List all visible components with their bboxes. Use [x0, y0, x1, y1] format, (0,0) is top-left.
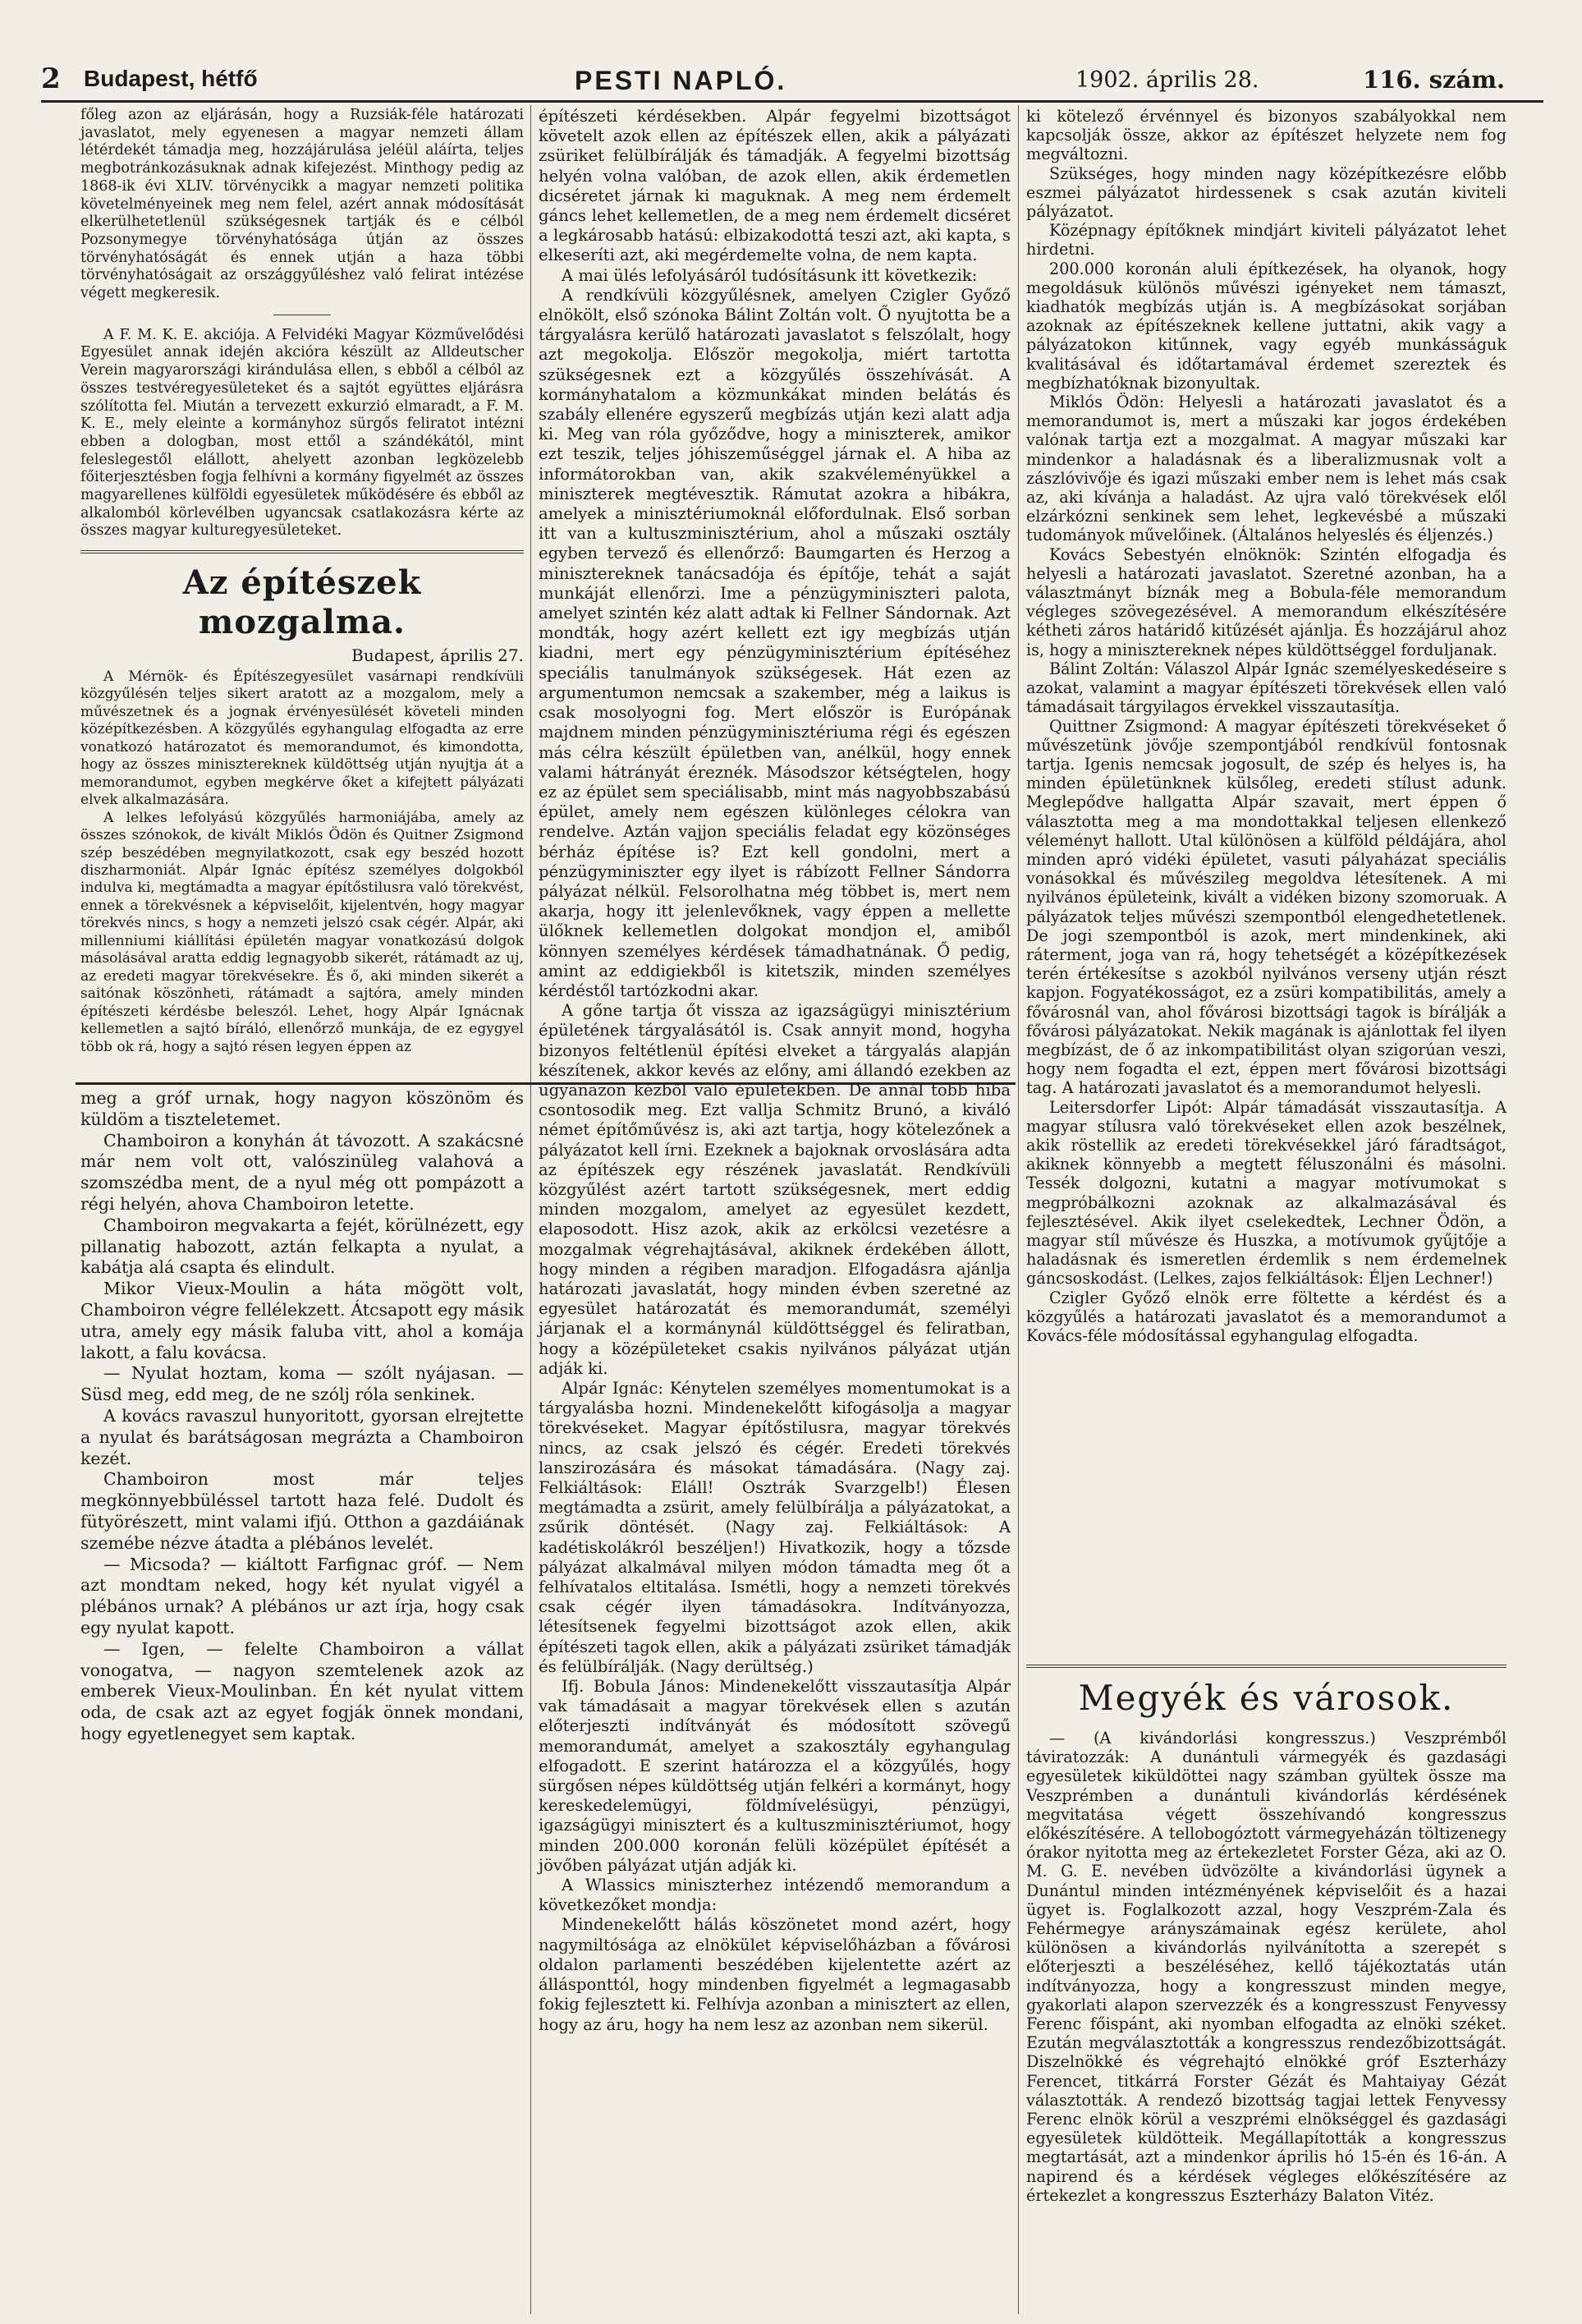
story-paragraph: Chamboiron a konyhán át távozott. A szakácsné már nem volt ott, valószinüleg valahová a szomszédba ment, de a nyul még ott pompázott a régi helyén, ahova Chamboiron letette. — [80, 1130, 524, 1214]
column-3 — [1026, 107, 1506, 1345]
article-paragraph: Szükséges, hogy minden nagy középítkezésre előbb eszmei pályázatot hirdessenek s csak azután kiviteli pályázatot. — [1026, 163, 1506, 222]
article-paragraph: Miklós Ödön: Helyesli a határozati javaslatot és a memorandumot is, mert a műszaki kar jogos érdekében valónak tartja ezt a mozgalmat. A magyar műszaki kar mindenkor a haladásnak és a liberalizmusnak volt a zászlóvivője és igazi műszaki ember nem is lehet más csak az, aki kívánja a haladást. Az ujra való törekvések elől elzárkózni senkinek sem lehet, legkevésbé a műszaki tudományok művelőinek. (Általános helyeslés és éljenzés.) — [1026, 393, 1506, 545]
column-divider-2 — [1018, 105, 1019, 2314]
article-paragraph: Középnagy építőknek mindjárt kiviteli pályázatot lehet hirdetni. — [1026, 221, 1506, 259]
article-paragraph: Kovács Sebestyén elnöknök: Szintén elfogadja és helyesli a határozati javaslatot. Szeretné azonban, ha a választmányt bíznák meg a Bobula-féle memorandum végleges szövegezésével. A memorandum elkészítésére kétheti záros határidő kitűzését ajánlja. És hozzájárul ahoz is, hogy a minisztereknek népes küldöttséggel forduljanak. — [1026, 544, 1506, 659]
story-paragraph: Chamboiron megvakarta a fejét, körülnézett, egy pillanatig habozott, aztán felkapta a nyulat, a kabátja alá csapta és elindult. — [80, 1215, 524, 1278]
section-rule — [80, 550, 524, 553]
story-paragraph: — Micsoda? — kiáltott Farfignac gróf. — Nem azt mondtam neked, hogy két nyulat vigyél a plébános urnak? A plébános ur azt írja, hogy csak egy nyulat kapott. — [80, 1554, 524, 1637]
article-paragraph: A lelkes lefolyású közgyűlés harmoniájába, amely az összes szónokok, de kivált Miklós Ödön és Quitner Zsigmond szép beszédében megnyilatkozott, csak egy beszéd hozott diszharmoniát. Alpár Ignác építész személyes dolgokból indulva ki, megtámadta a magyar építőstilusra való törekvést, ennek a törekvésnek a képviselőit, kijelentvén, hogy magyar törekvés nincs, s hogy a nemzeti jelszó csak cégér. Alpár, aki millenniumi kiállítási épületén magyar vonatkozású dolgok másolásával aratta eddig legnagyobb sikerét, rátámadt az uj, az eredeti magyar törekvésekre. És ő, aki minden sikerét a saitónak köszönheti, rátámadt a sajtóra, amely minden építészeti kérdésbe beleszól. Lehet, hogy Alpár Ignácnak kellemetlen a sajtó bíráló, ellenőrző munkája, de ez egygyel több ok rá, hogy a sajtó résen legyen éppen az — [80, 809, 524, 1055]
article-paragraph: 200.000 koronán aluli építkezések, ha olyanok, hogy megoldásuk különös művészi igényeket nem támaszt, kiadhatók megbízás utján is. A megbízásokat sorjában azoknak az építészeknek kellene juttatni, akik vagy a pályázatokon kitűnnek, vagy egyéb munkásságuk kvalitásával és időtartamával érdemet szereztek és megbízhatóknak bizonyultak. — [1026, 259, 1506, 393]
story-paragraph: Mikor Vieux-Moulin a háta mögött volt, Chamboiron végre fellélekzett. Átcsapott egy másik utra, amely egy másik faluba vitt, ahol a komája lakott, a falu kovácsa. — [80, 1279, 524, 1362]
paper-title: PESTI NAPLÓ. — [575, 66, 787, 95]
article-headline: Az építészek mozgalma. — [182, 563, 422, 642]
news-item-2 — [80, 327, 524, 540]
column-divider-1 — [530, 105, 531, 2314]
issue-date: 1902. április 28. — [1075, 67, 1259, 93]
article-paragraph: Czigler Győző elnök erre föltette a kérdést és a közgyűlés a határozati javaslatot és a memorandumot a Kovács-féle módosítással egyhangulag elfogadta. — [1026, 1288, 1506, 1345]
story-paragraph: meg a gróf urnak, hogy nagyon köszönöm és küldöm a tiszteletemet. — [80, 1088, 524, 1129]
masthead — [41, 62, 1543, 95]
article-paragraph: A Wlassics miniszterhez intézendő memorandum a következőket mondja: — [539, 1876, 1011, 1915]
article-paragraph: — (A kivándorlási kongresszus.) Veszprémből táviratozzák: A dunántuli vármegyék és gazdasági egyesületek kiküldöttei nagy számban gyültek össze ma Veszprémben a dunántuli kivándorlás kérdésének megvitatása végett összehívandó kongresszus előkészítésére. A tellobogóztott vármegyeházán töltizenegy órakor nyitotta meg az értekezletet Forster Géza, aki az O. M. G. E. nevében üdvözölte a kivándorlási ügynek a Dunántul minden intézményének képviselőit és a hazai ügyet is. Foglalkozott azzal, hogy Veszprém-Zala és Fehérmegye arányszámainak egész kerülete, ahol különösen a kivándorlás nyilvánította a szerepét s előterjeszti a beszéléséhez, kellő tájékoztatás után indítványozza, hogy a kongresszust minden megye, gyakorlati alapon szervezzék és a kongresszust Fenyvessy Ferenc főispánt, aki nyomban elfogadta az elnöki széket. Ezután megválasztották a kongresszus rendezőbizottságát. Diszelnökké és végrehajtó elnökké gróf Eszterházy Ferencet, titkárrá Forster Gézát és Mahtaiyay Gézát választották. A rendező bizottság tagjai lettek Fenyvessy Ferenc elnök körül a veszprémi elnökséggel és gazdasági egyesületek küldötteik. Megállapították a kongresszus megtartását, azt a mindenkor április hó 15-én és 16-án. A napirend és a kérdések végleges előkészítésére az értekezlet a kongresszus Eszterházy Balaton Vitéz. — [1026, 1729, 1506, 2205]
section-headline: Megyék és városok. — [1078, 1678, 1455, 1718]
news-item-1 — [80, 107, 524, 303]
article-paragraph: Quittner Zsigmond: A magyar építészeti törekvéseket ő művészetünk jövője szempontjából rendkívül fontosnak tartja. Igenis nemcsak jogosult, de szép és helyes is, ha minden épületünknek külsőleg, eredeti stílust adunk. Meglepődve hallgatta Alpár szavait, mert éppen ő választotta meg a ma mondottakkal teljesen ellenkező véleményt hallott. Utal különösen a külföld példájára, ahol minden apró vidéki épületet, vasuti pályaházat speciális vonásokkal és művészileg megoldva létesítenek. A mi nyilvános épületeink, kivált a vidéken bizony szomoruak. A pályázatok teljes művészi szempontból elengedhetetlenek. De jogi szempontból is azok, mert mindenkinek, aki ráterment, joga van rá, hogy tehetségét a középítkezések terén értékesítse s azokból nyilvános verseny utján részt kapjon. Fogyatékosságot, ez a zsüri kompatibilitás, amely a fővárosnál van, ahol fővárosi bizottsági tagok is bírálják a fővárosi pályázatokat. Nekik magának is ajánlottak fel ilyen megbízást, de ő az inkompatibilitást olyan szigorúan veszi, hogy nem fogadta el ezt, éppen mert fővárosi bizottsági tag. A határozati javaslatot és a memorandumot helyesli. — [1026, 716, 1506, 1098]
section-rule — [1026, 1665, 1506, 1668]
place-day: Budapest, hétfő — [84, 66, 258, 91]
article-paragraph: Mindenekelőtt hálás köszönetet mond azért, hogy nagymiltósága az elnökület képviselőházban a fővárosi oldalon parlamenti beszédében kijelentette azért az állásponttól, hogy mindenben figyelmét a legmagasabb fokig fejlesztett ki. Felhívja azonban a minisztert az ellen, hogy az áru, hogy ha nem lesz az azonban nem sikerül. — [539, 1915, 1011, 2034]
issue-number: 116. szám. — [1363, 66, 1506, 94]
article-paragraph: építészeti kérdésekben. Alpár fegyelmi bizottságot követelt azok ellen az építészek ellen, akik a pályázati zsüriket felülbírálják és támadják. A fegyelmi bizottság helyén volna valóban, de azok ellen, akik érdemetlen dicséretet járnak ki maguknak. A meg nem érdemelt gáncs lehet kellemetlen, de a meg nem érdemelt dicséret a legkárosabb hatású: elbizakodottá teszi azt, aki kapta, s elkeseríti azt, aki megérdemelte volna, de nem kapta. — [539, 107, 1011, 265]
story-paragraph: — Igen, — felelte Chamboiron a vállat vonogatva, — nagyon szemtelenek azok az emberek Vieux-Moulinban. Én két nyulat vittem oda, de csak azt az egyet fogják önnek mondani, hogy egyetlenegyet sem kaptak. — [80, 1638, 524, 1743]
header-rule — [41, 100, 1543, 103]
story-paragraph: Chamboiron most már teljes megkönnyebbüléssel tartott haza felé. Dudolt és fütyörészett, mint valami ifjú. Otthon a gazdáiának szemébe nézve átadta a plébános levelét. — [80, 1469, 524, 1553]
article-paragraph: Alpár Ignác: Kénytelen személyes momentumokat is a tárgyalásba hozni. Mindenekelőtt kifogásolja a magyar törekvéseket. Magyar építőstilusra, magyar törekvés nincs, az csak jelszó és cégér. Eredeti törekvés lanszirozására és másokat támadására. (Nagy zaj. Felkiáltások: Eláll! Osztrák Svarzgelb!) Élesen megtámadta a zsürit, amely felülbírálja a pályázatokat, a zsűrik döntését. (Nagy zaj. Felkiáltások: A kadétiskolákról beszéljen!) Hivatkozik, hogy a tőzsde pályázat alkalmával milyen módon támadta meg őt a felhívatalos eltitalása. Ismétli, hogy a nemzeti törekvés csak cégér ilyen támadásokra. Indítványozza, létesítsenek fegyelmi bizottságot azok ellen, akik építészeti tagok ellen, akik a pályázati zsüriket támadják és felülbírálják. (Nagy derültség.) — [539, 1379, 1011, 1676]
page-number: 2 — [41, 62, 61, 95]
article-paragraph: Ifj. Bobula János: Mindenekelőtt visszautasítja Alpár vak támadásait a magyar törekvések ellen s azután előterjeszti indítványát és módosított szövegű memorandumát, amelyet a szakosztály egyhangulag elfogadott. E szerint határozza el a közgyűlés, hogy sürgősen népes küldöttség utján felkéri a kormányt, hogy kereskedelemügyi, földmívelésügyi, pénzügyi, igazságügyi minisztert és a kultuszminisztériumot, hogy minden 200.000 koronán felüli középület építését a jövőben pályázat utján adják ki. — [539, 1677, 1011, 1875]
article-paragraph: ki kötelező érvénnyel és bizonyos szabályokkal nem kapcsolják össze, akkor az építészet helyzete nem fog megváltozni. — [1026, 107, 1506, 164]
article-paragraph: Leitersdorfer Lipót: Alpár támadását visszautasítja. A magyar stílusra való törekvéseket ellen azok beszélnek, akik röstellik az eredeti törekvésekkel járó fáradtságot, akiknek könnyebb a megtett féluszonálni és másolni. Tessék dolgozni, kutatni a magyar motívumokat s megpróbálkozni azoknak az alkalmazásával és fejlesztésével. Akik ilyet cselekedtek, Lechner Ödön, a magyar stíl művésze és Huszka, a motívumok gyűjtője a haladásnak és ismeretlen érdemlik s nem érdemelnek gáncsoskodást. (Lelkes, zajos felkiáltások: Éljen Lechner!) — [1026, 1097, 1506, 1288]
article-dateline: Budapest, április 27. — [351, 645, 524, 666]
column-2 — [539, 107, 1011, 2035]
column-1-top — [80, 107, 524, 1056]
article-paragraph: Bálint Zoltán: Válaszol Alpár Ignác személyeskedéseire s azokat, valamint a magyar építészeti törekvések ellen való támadásait tárgyilagos érvekkel visszautasítja. — [1026, 659, 1506, 717]
news-paragraph: A F. M. K. E. akciója. A Felvidéki Magyar Közművelődési Egyesület annak idején akcióra készült az Alldeutscher Verein magyarországi kirándulása ellen, s ebből a célból az összes testvéregyesületeket és a sajtót együttes eljárásra szólította fel. Miután a tervezett exkurzió elmaradt, a F. M. K. E., mely eleinte a kormányhoz sürgős feliratot intézni ebben a dologban, most ettől a szándékától, mint feleslegestől elállott, ahelyett azonban legközelebb főiterjesztésben fogja felhívni a kormány figyelmét az összes magyarellenes külföldi egyesületek működésére és ebből az alkalomból körlevélben ugyancsak csatlakozásra kérte az összes magyar kulturegyesületeket. — [80, 326, 524, 540]
column-3-section-megyek — [1026, 1655, 1506, 2205]
article-paragraph: A rendkívüli közgyűlésnek, amelyen Czigler Győző elnökölt, első szónoka Bálint Zoltán volt. Ő nyujtotta be a tárgyalásra kerülő határozati javaslatot s felszólalt, hogy azt megokolja. Először megokolja, miért tartotta szükségesnek ezt a közgyűlés összehívását. A kormányhatalom a közmunkákat minden belátás és szabály ellenére egyszerű megbízás utján kezi alatt adja ki. Meg van róla győződve, hogy a miniszterek, amikor ezt teszik, teljes jóhiszeműséggel járnak el. A hiba az informátorokban van, akik szakvéleményükkel a miniszterek megtévesztik. Rámutat azokra a hibákra, amelyek a minisztériumoknál előfordulnak. Első sorban itt van a kultuszminisztérium, ahol a műszaki osztály egyben tervező és ellenőrző: Baumgarten és Herzog a minisztereknek tanácsadója és építője, tehát a saját munkáját ellenőrzi. Ime a pénzügyminiszteri palota, amelyet szintén kéz alatt adtak ki Fellner Sándornak. Azt mondták, hogy azért kellett ezt igy megbízás utján kiadni, mert egy pénzügyminisztérium építéséhez speciális tanulmányok szükségesek. Hát ezen az argumentumon nemcsak a szakember, még a laikus is csak mosolyogni fog. Mert először is Európának majdnem minden pénzügyminisztériuma régi és egészen más célra készült épületben van, anélkül, hogy ennek valami hátrányát éreznék. Másodszor kétségtelen, hogy ez az épület sem speciálisabb, mint más nagyobbszabású épület, amely nem egészen különleges célokra van rendelve. Aztán vajjon speciális feladat egy közönséges bérház építése is? Ezt kell gondolni, mert a pénzügyminiszter egy ilyet is rábízott Fellner Sándorra pályázat nélkül. Felsorolhatna még többet is, mert nem akarja, hogy itt jelenlevőknek, vagy éppen a mellette ülőknek kellemetlen dolgokat mondjon el, amiből könnyen személyes kérdések támadhatnának. Ő pedig, amint az eddigiekből is kitetszik, minden személyes kérdéstől tartózkodni akar. — [539, 285, 1011, 1000]
article-paragraph: A gőne tartja őt vissza az igazságügyi minisztérium épületének tárgyalásától is. Csak annyit mond, hogyha bizonyos feltétlenül építési elveket a tárgyalás alapján készítenek, akkor kevés az előny, ami állandó ezekben az ugyanazon kézből való épületekben. De annál több hiba csontosodik meg. Ezt vallja Schmitz Brunó, a kiváló német építőművész is, aki azt tartja, hogy kötelezőnek a pályázatot kell írni. Ezeknek a bajoknak orvoslására adta az építészek egy részének javaslatát. Rendkívüli közgyűlést azért tartott szükségesnek, mert eddig minden mozgalom, amelyet az egyesület kezdett, elaposodott. Hisz azok, akik az erkölcsi vezetésre a mozgalmak végrehajtásával, akiknek érdekében állott, hogy minden a régiben maradjon. Elfogadásra ajánlja határozati javaslatát, hogy minden évben szeretné az egyesület határozatát és memorandumát, személyi járjanak el a kormánynál küldöttséggel és feliratban, hogy a középületeket csakis nyilvános pályázat utján adják ki. — [539, 1001, 1011, 1378]
article-paragraph: A mai ülés lefolyásáról tudósításunk itt következik: — [562, 265, 978, 285]
column-1-feuilleton — [80, 1088, 524, 1745]
story-paragraph: A kovács ravaszul hunyoritott, gyorsan elrejtette a nyulat és barátságosan megrázta a Chamboiron kezét. — [80, 1405, 524, 1468]
story-paragraph: — Nyulat hoztam, koma — szólt nyájasan. — Süsd meg, edd meg, de ne szólj róla senkinek. — [80, 1363, 524, 1405]
article-paragraph: A Mérnök- és Építészegyesület vasárnapi rendkívüli közgyűlésén teljes sikert aratott az a mozgalom, mely a művészetnek és a jognak érvényesülését követeli minden középítkezésben. A közgyűlés egyhangulag elfogadta az erre vonatkozó határozatot és memorandumot, és kimondotta, hogy az összes minisztereknek küldöttség utján nyujtja át a memorandumot, egyben megkérve őket a kifejtett pályázati elvek alkalmazására. — [80, 668, 524, 809]
news-paragraph: főleg azon az eljárásán, hogy a Ruzsiák-féle határozati javaslatot, mely egyenesen a magyar nemzeti állam létérdekét támadja meg, hozzájárulása jeléül aláírta, teljes megbotránkozásuknak adnak kifejezést. Minthogy pedig az 1868-ik évi XLIV. törvénycikk a magyar nemzeti politika követelményeinek meg nem felel, azért annak módosítását elkerülhetetlenül szükségesnek tartják és e célból Pozsonymegye törvényhatósága útján az összes törvényhatóságát és ennek utján a haza többi törvényhatóságait az országgyűléshez való felirat intézése végett megkeresik. — [80, 107, 524, 302]
